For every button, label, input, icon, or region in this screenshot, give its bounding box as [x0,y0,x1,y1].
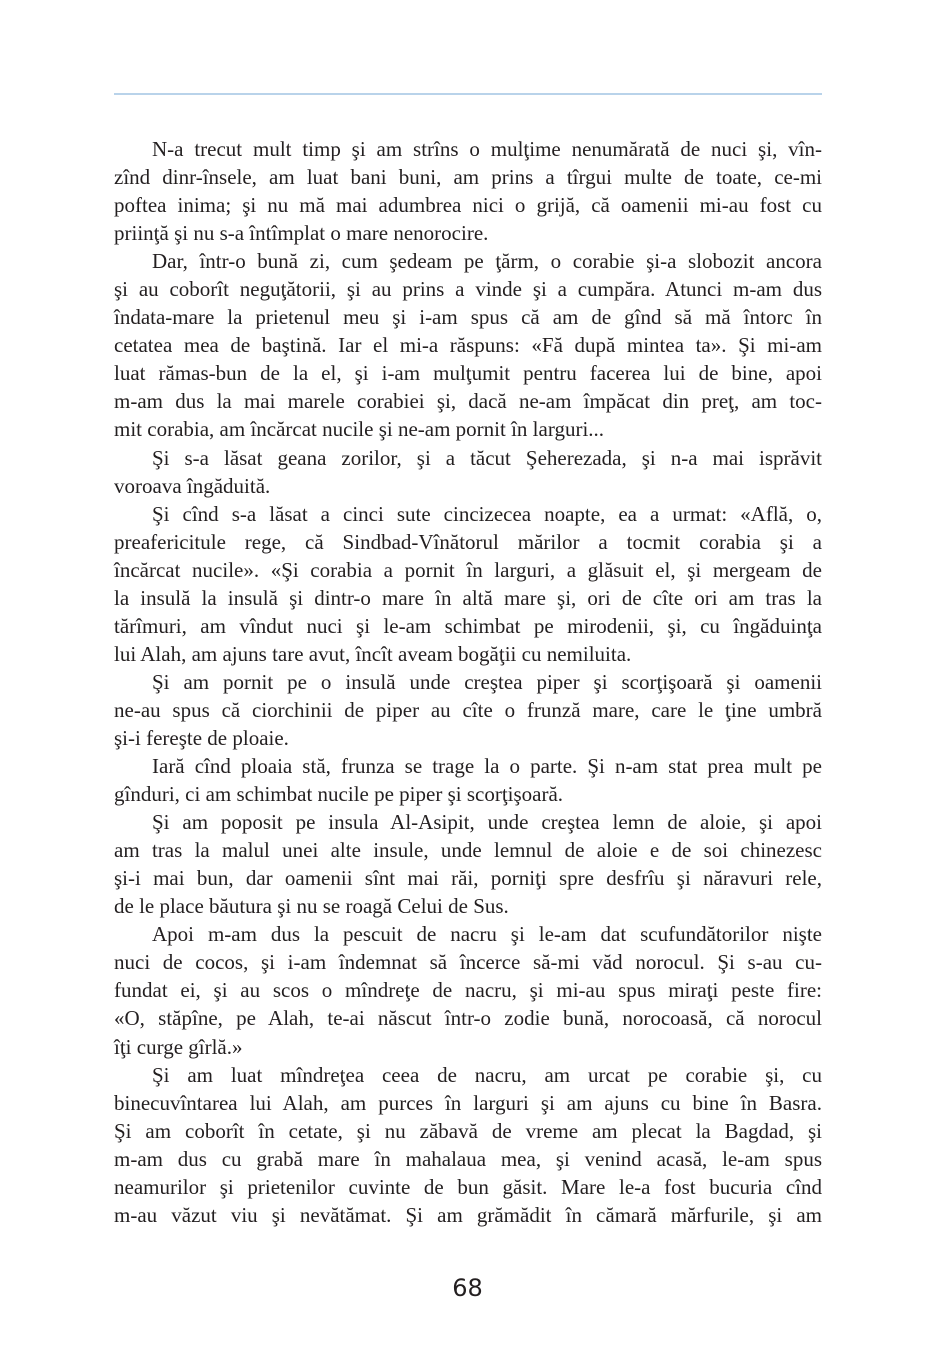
paragraph [114,247,822,443]
header-rule [114,93,822,95]
text-line: voroava îngăduită. [114,473,271,498]
paragraph [114,752,822,808]
text-line: de le place băutura şi nu se roagă Celui de Sus. [114,894,509,919]
text-line: N-a trecut mult timp şi am strîns o mulţime nenumărată de nuci şi, vîn- [152,137,822,161]
text-line: încărcat nucile». «Şi corabia a pornit în larguri, a glăsuit el, şi mergeam de [114,557,822,582]
text-line: îndata-mare la prietenul meu şi i-am spus că am de gînd să mă întorc în [114,305,822,330]
text-line: lui Alah, am ajuns tare avut, încît aveam bogăţii cu nemiluita. [114,641,632,666]
text-line: la insulă la insulă şi dintr-o mare în altă mare şi, ori de cîte ori am tras la [114,585,822,610]
text-body [114,135,822,1229]
text-line: zînd dinr-însele, am luat bani buni, am prins a tîrgui multe de toate, ce-mi [114,165,822,190]
paragraph [114,920,822,1060]
text-line: Şi am coborît în cetate, şi nu zăbavă de vreme am plecat la Bagdad, şi [114,1118,822,1143]
paragraph [114,500,822,668]
text-line: şi-i mai bun, dar oamenii sînt mai răi, porniţi spre desfrîu şi năravuri rele, [114,866,822,891]
text-line: fundat ei, şi au scos o mîndreţe de nacru, şi mi-au spus miraţi peste fire: [114,978,822,1003]
text-line: ne-au spus că ciorchinii de piper au cîte o frunză mare, care le ţine umbră [114,697,822,722]
text-line: m-am dus la mai marele corabiei şi, dacă ne-am împăcat din preţ, am toc- [114,389,822,414]
text-line: binecuvîntarea lui Alah, am purces în larguri şi am ajuns cu bine în Basra. [114,1090,822,1115]
text-line: Apoi m-am dus la pescuit de nacru şi le-am dat scufundătorilor nişte [152,922,822,947]
text-line: nuci de cocos, şi i-am îndemnat să încerce să-mi văd norocul. Şi s-au cu- [114,950,822,975]
text-line: Dar, într-o bună zi, cum şedeam pe ţărm, o corabie şi-a slobozit ancora [152,249,822,274]
paragraph [114,668,822,752]
text-line: Şi am luat mîndreţea ceea de nacru, am urcat pe corabie şi, cu [152,1062,822,1087]
text-line: luat rămas-bun de la el, şi i-am mulţumit pentru facerea lui de bine, apoi [114,361,822,386]
text-line: şi au coborît neguţătorii, şi au prins a vinde şi a cumpăra. Atunci m-am dus [114,277,822,302]
paragraph [114,808,822,920]
text-line: cetatea mea de baştină. Iar el mi-a răspuns: «Fă după mintea ta». Şi mi-am [114,333,822,358]
text-line: îţi curge gîrlă.» [114,1034,243,1059]
page-number: 68 [452,1274,483,1302]
text-line: şi-i fereşte de ploaie. [114,725,289,750]
text-line: m-am dus cu grabă mare în mahalaua mea, şi venind acasă, le-am spus [114,1146,822,1171]
text-line: «O, stăpîne, pe Alah, te-ai născut într-o zodie bună, norocoasă, că norocul [114,1006,822,1031]
text-line: mit corabia, am încărcat nucile şi ne-am pornit în larguri... [114,417,605,442]
text-line: gînduri, ci am schimbat nucile pe piper şi scorţişoară. [114,782,564,807]
paragraph [114,1061,822,1229]
text-line: am tras la malul unei alte insule, unde lemnul de aloie e de soi chinezesc [114,838,822,863]
paragraph [114,135,822,247]
text-line: Şi am poposit pe insula Al-Asipit, unde creştea lemn de aloie, şi apoi [152,810,822,835]
text-line: preafericitule rege, că Sindbad-Vînătorul mărilor a tocmit corabia şi a [114,529,822,554]
text-line: priinţă şi nu s-a întîmplat o mare nenorocire. [114,221,489,246]
text-line: Şi cînd s-a lăsat a cinci sute cincizecea noapte, ea a urmat: «Află, o, [152,501,822,526]
text-line: poftea inima; şi nu mă mai adumbrea nici o grijă, că oamenii mi-au fost cu [114,193,822,218]
text-line: neamurilor şi prietenilor cuvinte de bun găsit. Mare le-a fost bucuria cînd [114,1174,822,1199]
text-line: Şi s-a lăsat geana zorilor, şi a tăcut Şeherezada, şi n-a mai isprăvit [152,445,822,470]
text-line: m-au văzut viu şi nevătămat. Şi am grămădit în cămară mărfurile, şi am [114,1202,822,1227]
text-line: Şi am pornit pe o insulă unde creştea piper şi scorţişoară şi oamenii [152,669,822,694]
paragraph [114,444,822,500]
text-line: Iară cînd ploaia stă, frunza se trage la o parte. Şi n-am stat prea mult pe [152,754,822,779]
text-line: tărîmuri, am vîndut nuci şi le-am schimbat pe mirodenii, şi, cu îngăduinţa [114,613,822,638]
